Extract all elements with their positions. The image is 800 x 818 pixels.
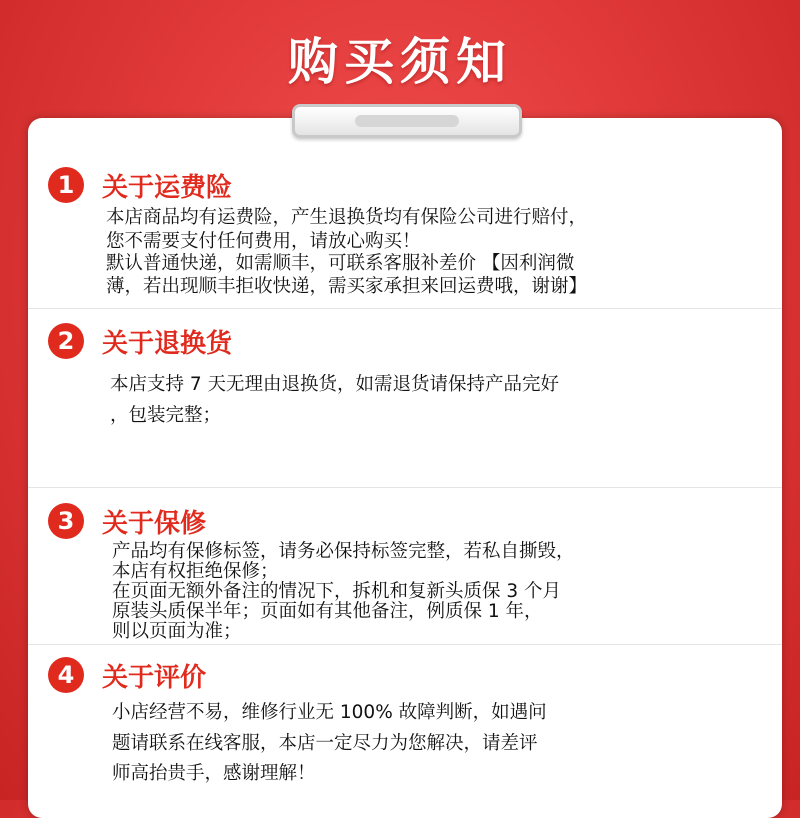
section-heading — [48, 502, 206, 540]
section-line: 本店支持 7 天无理由退换货，如需退货请保持产品完好 — [110, 374, 560, 395]
clipboard-clip — [292, 104, 522, 138]
section-heading — [48, 656, 206, 694]
divider — [28, 308, 782, 309]
section-heading — [48, 322, 232, 360]
section-title: 关于评价 — [102, 662, 207, 693]
number-badge: 2 — [48, 323, 84, 359]
section-line: 小店经营不易，维修行业无 100% 故障判断，如遇问 — [112, 702, 547, 723]
section-line: ，包装完整； — [110, 405, 222, 426]
section-line: 则以页面为准； — [112, 621, 242, 642]
section-line: 产品均有保修标签，请务必保持标签完整，若私自撕毁， — [112, 541, 575, 562]
number-badge: 1 — [48, 167, 84, 203]
page-title: 购买须知 — [288, 33, 512, 91]
section-line: 薄，若出现顺丰拒收快递，需买家承担来回运费哦，谢谢】 — [106, 276, 588, 297]
clip-slot — [355, 115, 459, 127]
section-line: 师高抬贵手，感谢理解！ — [112, 763, 316, 784]
section-title: 关于运费险 — [102, 172, 233, 203]
section-line: 题请联系在线客服，本店一定尽力为您解决，请差评 — [112, 733, 538, 754]
section-title: 关于保修 — [102, 508, 207, 539]
section-line: 本店商品均有运费险，产生退换货均有保险公司进行赔付， — [106, 207, 588, 228]
divider — [28, 644, 782, 645]
section-line: 本店有权拒绝保修； — [112, 561, 279, 582]
section-title: 关于退换货 — [102, 328, 233, 359]
section-line: 原装头质保半年；页面如有其他备注，例质保 1 年， — [112, 601, 543, 622]
section-heading — [48, 166, 232, 204]
section-line: 在页面无额外备注的情况下，拆机和复新头质保 3 个月 — [112, 581, 562, 602]
number-badge: 3 — [48, 503, 84, 539]
number-badge: 4 — [48, 657, 84, 693]
section-line: 您不需要支付任何费用，请放心购买！ — [106, 231, 421, 252]
divider — [28, 487, 782, 488]
section-line: 默认普通快递，如需顺丰，可联系客服补差价 【因利润微 — [106, 253, 575, 274]
